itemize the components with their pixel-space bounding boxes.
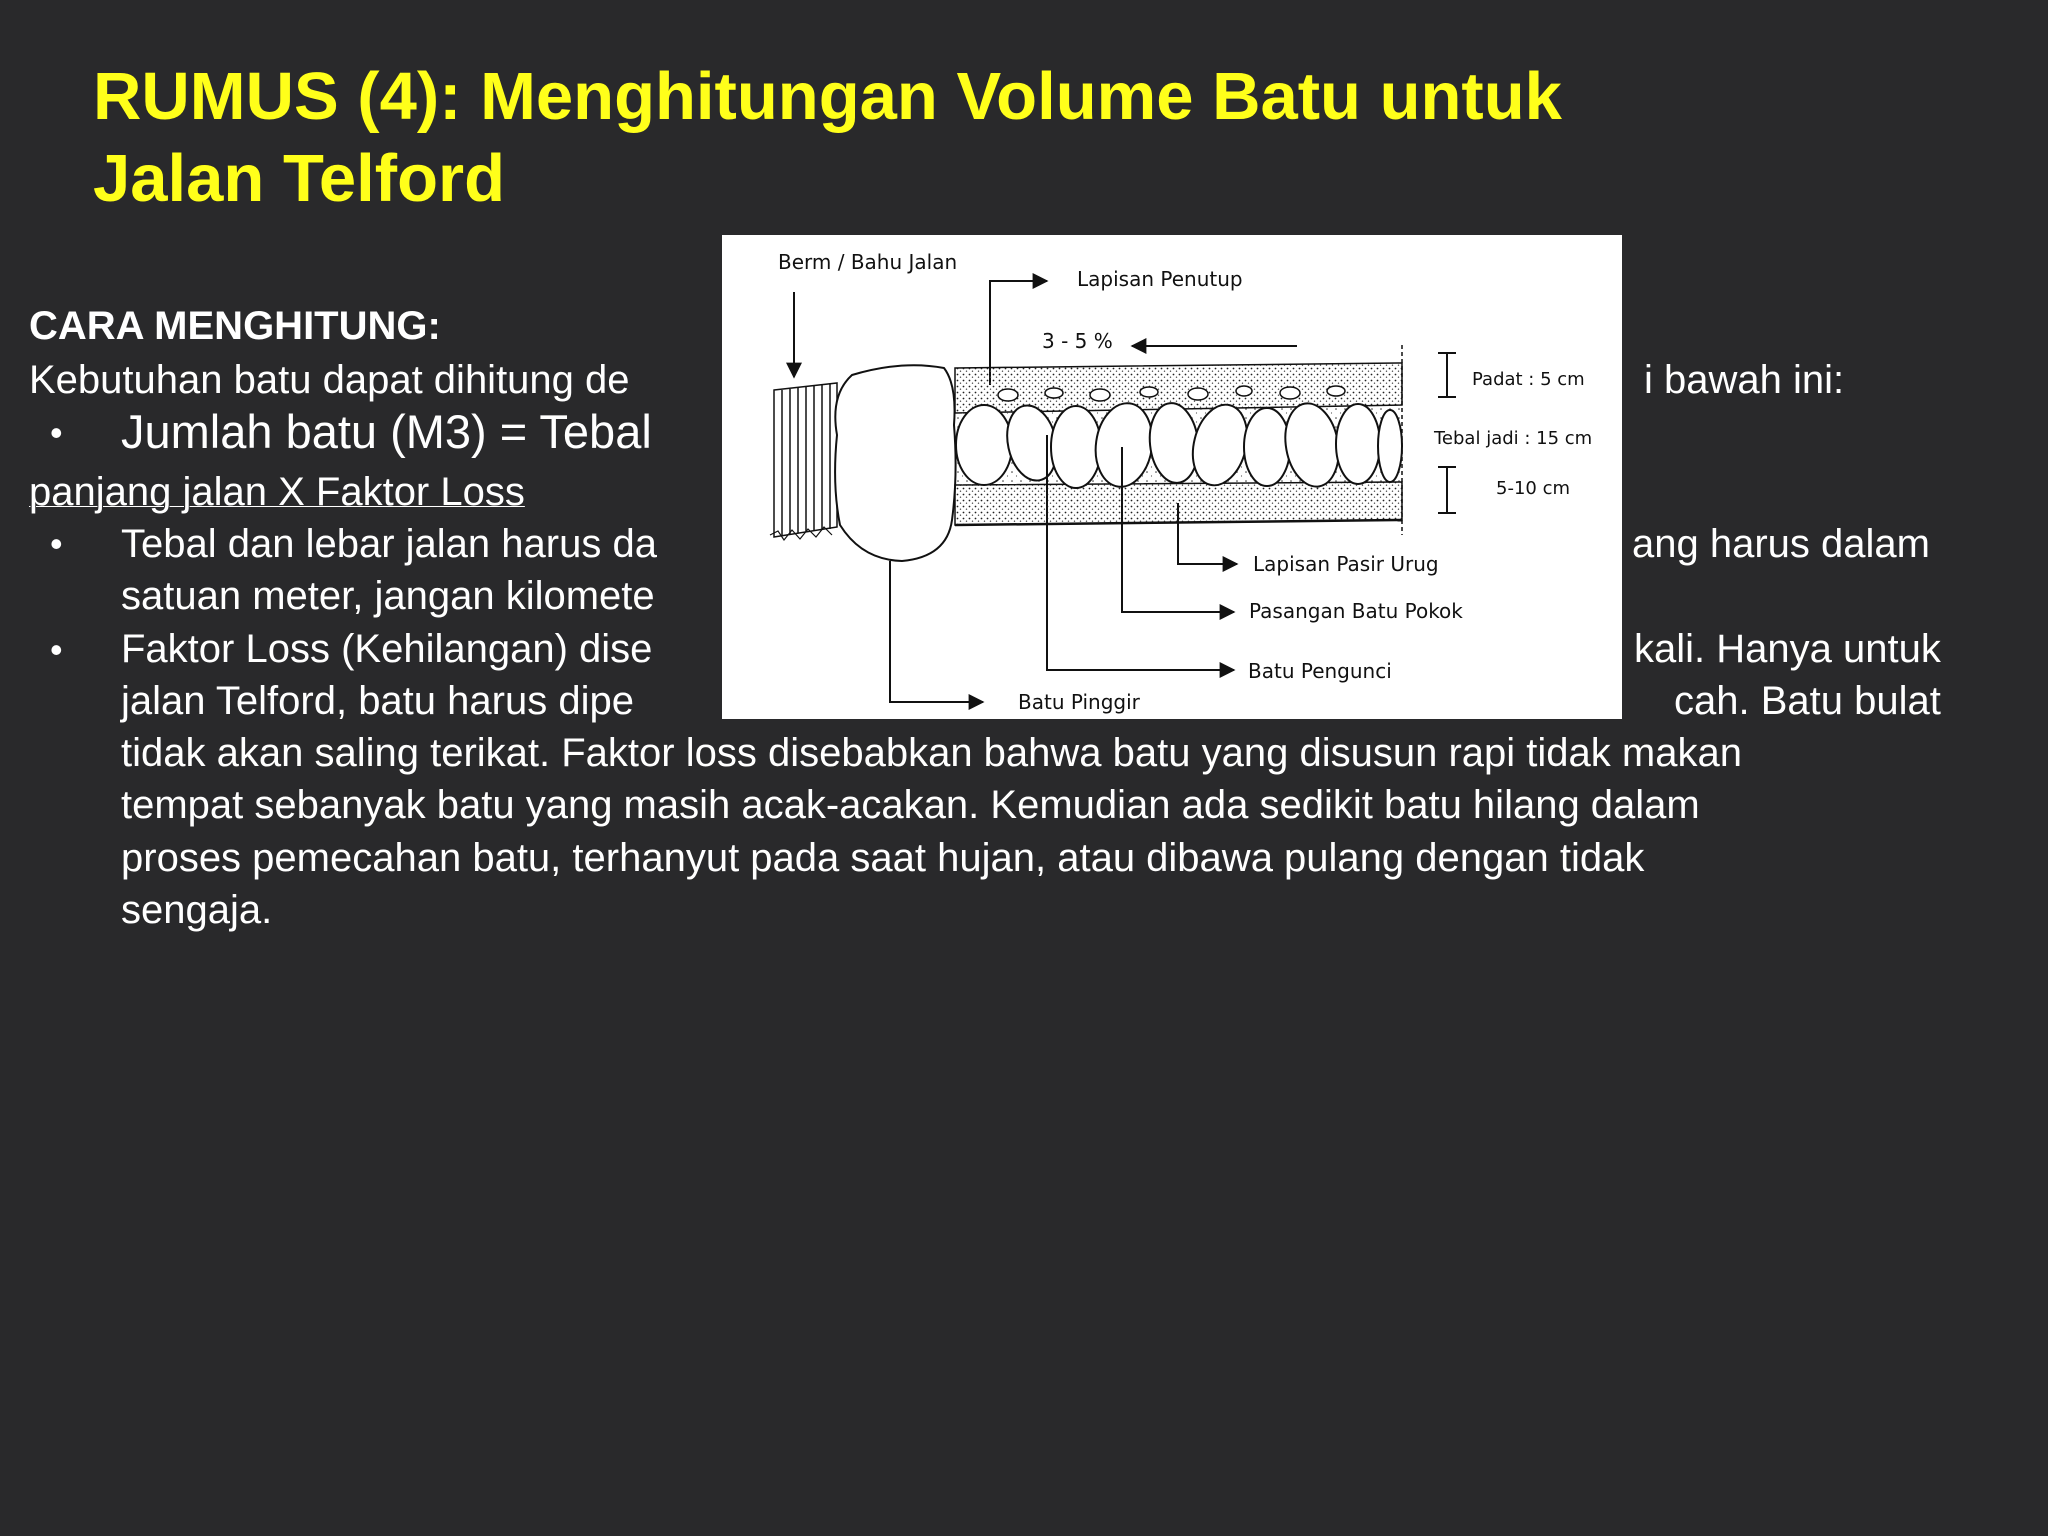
bullet-formula-continuation: panjang jalan X Faktor Loss: [29, 470, 525, 514]
bullet-units-line-1: Tebal dan lebar jalan harus da: [121, 522, 657, 566]
label-tebal-jadi: Tebal jadi : 15 cm: [1434, 428, 1593, 449]
bullet-loss-line-4: tempat sebanyak batu yang masih acak-acakan. Kemudian ada sedikit batu hilang dalam: [121, 783, 1700, 827]
bullet-loss-line-2: jalan Telford, batu harus dipe: [121, 679, 634, 723]
label-batu-pinggir: Batu Pinggir: [1018, 690, 1140, 714]
intro-text-right: i bawah ini:: [1644, 358, 1845, 402]
bullet-loss-line-1-right: kali. Hanya untuk: [1634, 627, 1941, 671]
label-batu-pokok: Pasangan Batu Pokok: [1249, 599, 1463, 623]
berm-shoulder: [770, 383, 837, 540]
label-berm: Berm / Bahu Jalan: [778, 250, 958, 274]
bullet-marker: •: [50, 412, 63, 453]
label-pasir-urug: Lapisan Pasir Urug: [1253, 552, 1439, 576]
bullet-marker: •: [50, 523, 63, 564]
slide-title-line-2: Jalan Telford: [93, 141, 506, 216]
bullet-loss-line-3: tidak akan saling terikat. Faktor loss disebabkan bahwa batu yang disusun rapi tidak makan: [121, 731, 1742, 775]
bullet-formula: Jumlah batu (M3) = Tebal: [121, 405, 652, 458]
edge-stone: [835, 365, 956, 561]
bullet-loss-line-6: sengaja.: [121, 888, 273, 932]
label-slope: 3 - 5 %: [1042, 329, 1113, 353]
slide-title-line-1: RUMUS (4): Menghitungan Volume Batu untuk: [93, 59, 1562, 134]
label-5-10-cm: 5-10 cm: [1496, 478, 1571, 499]
bullet-loss-line-2-right: cah. Batu bulat: [1674, 679, 1941, 723]
label-lapisan-penutup: Lapisan Penutup: [1077, 267, 1243, 291]
intro-text: Kebutuhan batu dapat dihitung de: [29, 358, 630, 402]
bullet-marker: •: [50, 629, 63, 670]
bullet-loss-line-1: Faktor Loss (Kehilangan) dise: [121, 627, 653, 671]
bullet-loss-line-5: proses pemecahan batu, terhanyut pada saat hujan, atau dibawa pulang dengan tidak: [121, 836, 1645, 880]
label-batu-pengunci: Batu Pengunci: [1248, 659, 1392, 683]
section-heading: CARA MENGHITUNG:: [29, 304, 441, 348]
bullet-units-line-1-right: ang harus dalam: [1632, 522, 1930, 566]
telford-cross-section-diagram: [722, 235, 1622, 719]
bullet-units-line-2: satuan meter, jangan kilomete: [121, 574, 655, 618]
label-padat: Padat : 5 cm: [1472, 369, 1585, 390]
diagram-svg: [722, 235, 1622, 719]
